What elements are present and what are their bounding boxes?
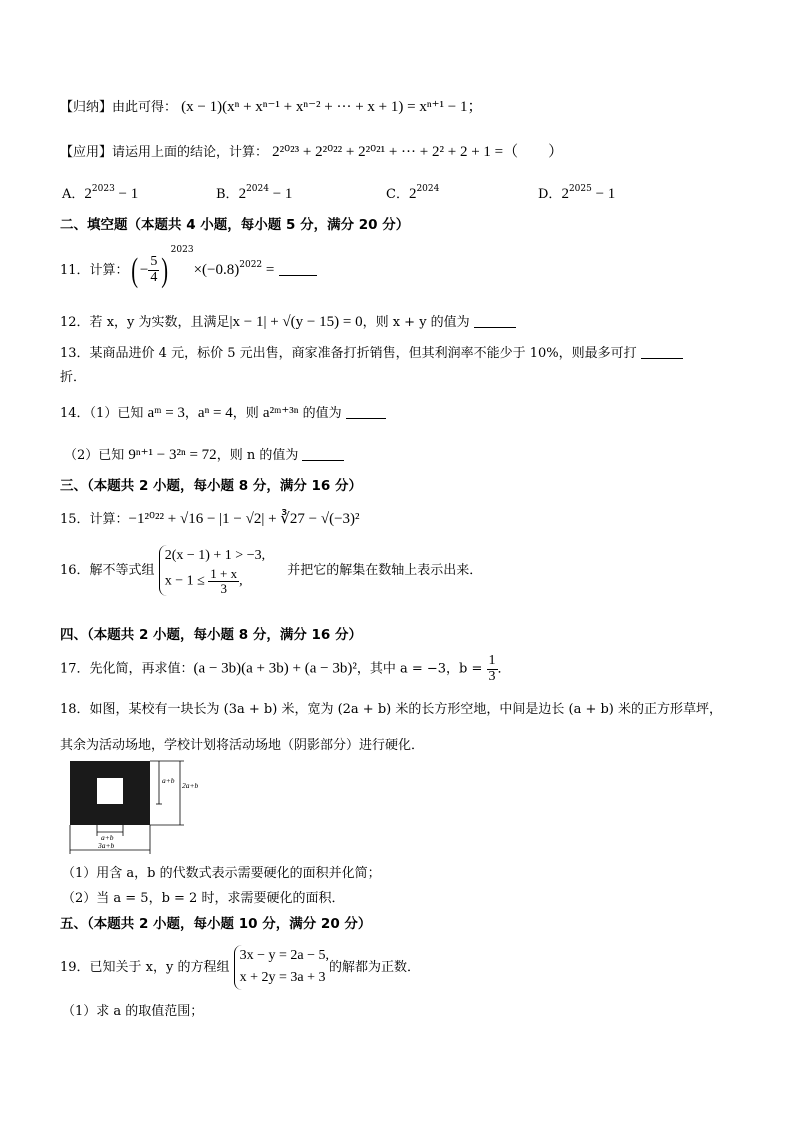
application-label: 【应用】请运用上面的结论，计算： [60, 145, 269, 160]
inner-side-label: a+b [162, 776, 175, 785]
section-4-heading: 四、（本题共 2 小题，每小题 8 分，满分 16 分） [60, 627, 363, 643]
question-18-line-1: 18．如图，某校有一块长为 (3a + b) 米，宽为 (2a + b) 米的长方形空地，中间是边长 (a + b) 米的正方形草坪， [60, 702, 722, 717]
question-18-sub-2: （2）当 a = 5，b = 2 时，求需要硬化的面积． [62, 891, 345, 906]
option-d: D．$2^{2025} - 1$ [538, 184, 616, 202]
question-14-part-2: （2）已知 9ⁿ⁺¹ − 3²ⁿ = 72，则 n 的值为 [64, 446, 344, 464]
option-c: C．$2^{2024}$ [386, 184, 440, 202]
question-15: 15．计算：−1²⁰²² + √16 − |1 − √2| + ∛27 − √(−3)² [60, 511, 360, 527]
question-18-line-2: 其余为活动场地，学校计划将活动场地（阴影部分）进行硬化． [60, 738, 425, 753]
activity-area-figure [64, 758, 204, 858]
outer-height-label: 2a+b [182, 781, 199, 790]
answer-blank-11[interactable] [279, 263, 317, 276]
induction-line [60, 98, 482, 116]
question-13-line-1: 13．某商品进价 4 元，标价 5 元出售，商家准备打折销售，但其利润率不能少于 10%，则最多可打 [60, 346, 683, 362]
answer-blank-14-1[interactable] [346, 406, 386, 419]
inner-width-label: a+b [101, 833, 114, 842]
section-2-heading: 二、填空题（本题共 4 小题，每小题 5 分，满分 20 分） [60, 217, 410, 233]
answer-blank-12[interactable] [474, 315, 516, 328]
q11-fraction: $\frac{5}{4}$ [150, 254, 158, 285]
application-formula: 2²⁰²³ + 2²⁰²² + 2²⁰²¹ + ··· + 2² + 2 + 1 =（ ） [272, 144, 564, 160]
outer-width-label: 3a+b [98, 841, 115, 850]
section-3-heading: 三、（本题共 2 小题，每小题 8 分，满分 16 分） [60, 478, 363, 494]
section-5-heading: 五、（本题共 2 小题，每小题 10 分，满分 20 分） [60, 916, 372, 932]
inequality-system: 2(x − 1) + 1 > −3, x − 1 ≤ $\frac{1 + x}{3}$ , [159, 545, 265, 596]
question-12: 12．若 x，y 为实数，且满足|x − 1| + √(y − 15) = 0，则 x + y 的值为 [60, 313, 516, 331]
option-a: A．$2^{2023} - 1$ [62, 184, 139, 202]
grass-square [97, 778, 123, 804]
induction-label: 【归纳】由此可得： [60, 100, 178, 115]
question-13-line-2: 折． [60, 370, 87, 385]
question-11: 11．计算：( − $\frac{5}{4}$ )$^{2023}\times(-0.8)^{2022}$ = [60, 250, 317, 288]
question-18-sub-1: （1）用含 a，b 的代数式表示需要硬化的面积并化简； [62, 866, 381, 881]
application-line [60, 143, 563, 161]
question-14-part-1: 14．（1）已知 aᵐ = 3，aⁿ = 4，则 a²ᵐ⁺³ⁿ 的值为 [60, 404, 386, 422]
question-16: 16．解不等式组 2(x − 1) + 1 > −3, x − 1 ≤ $\frac{1 + x}{3}$ , 并把它的解集在数轴上表示出来． [60, 545, 482, 596]
induction-formula: (x − 1)(xⁿ + xⁿ⁻¹ + xⁿ⁻² + ··· + x + 1) = xⁿ⁺¹ − 1； [181, 99, 483, 115]
q17-fraction: $\frac{1}{3}$ [488, 653, 496, 684]
answer-blank-13[interactable] [641, 346, 683, 359]
question-19: 19．已知关于 x，y 的方程组 3x − y = 2a − 5, x + 2y = 3a + 3 的解都为正数． [60, 945, 420, 990]
option-b: B．$2^{2024} - 1$ [216, 184, 293, 202]
question-19-sub-1: （1）求 a 的取值范围； [62, 1004, 204, 1019]
answer-blank-14-2[interactable] [302, 448, 344, 461]
question-17: 17．先化简，再求值：(a − 3b)(a + 3b) + (a − 3b)²，其中 a = −3，b = $\frac{1}{3}$ ． [60, 653, 511, 684]
equation-system: 3x − y = 2a − 5, x + 2y = 3a + 3 [234, 945, 329, 990]
